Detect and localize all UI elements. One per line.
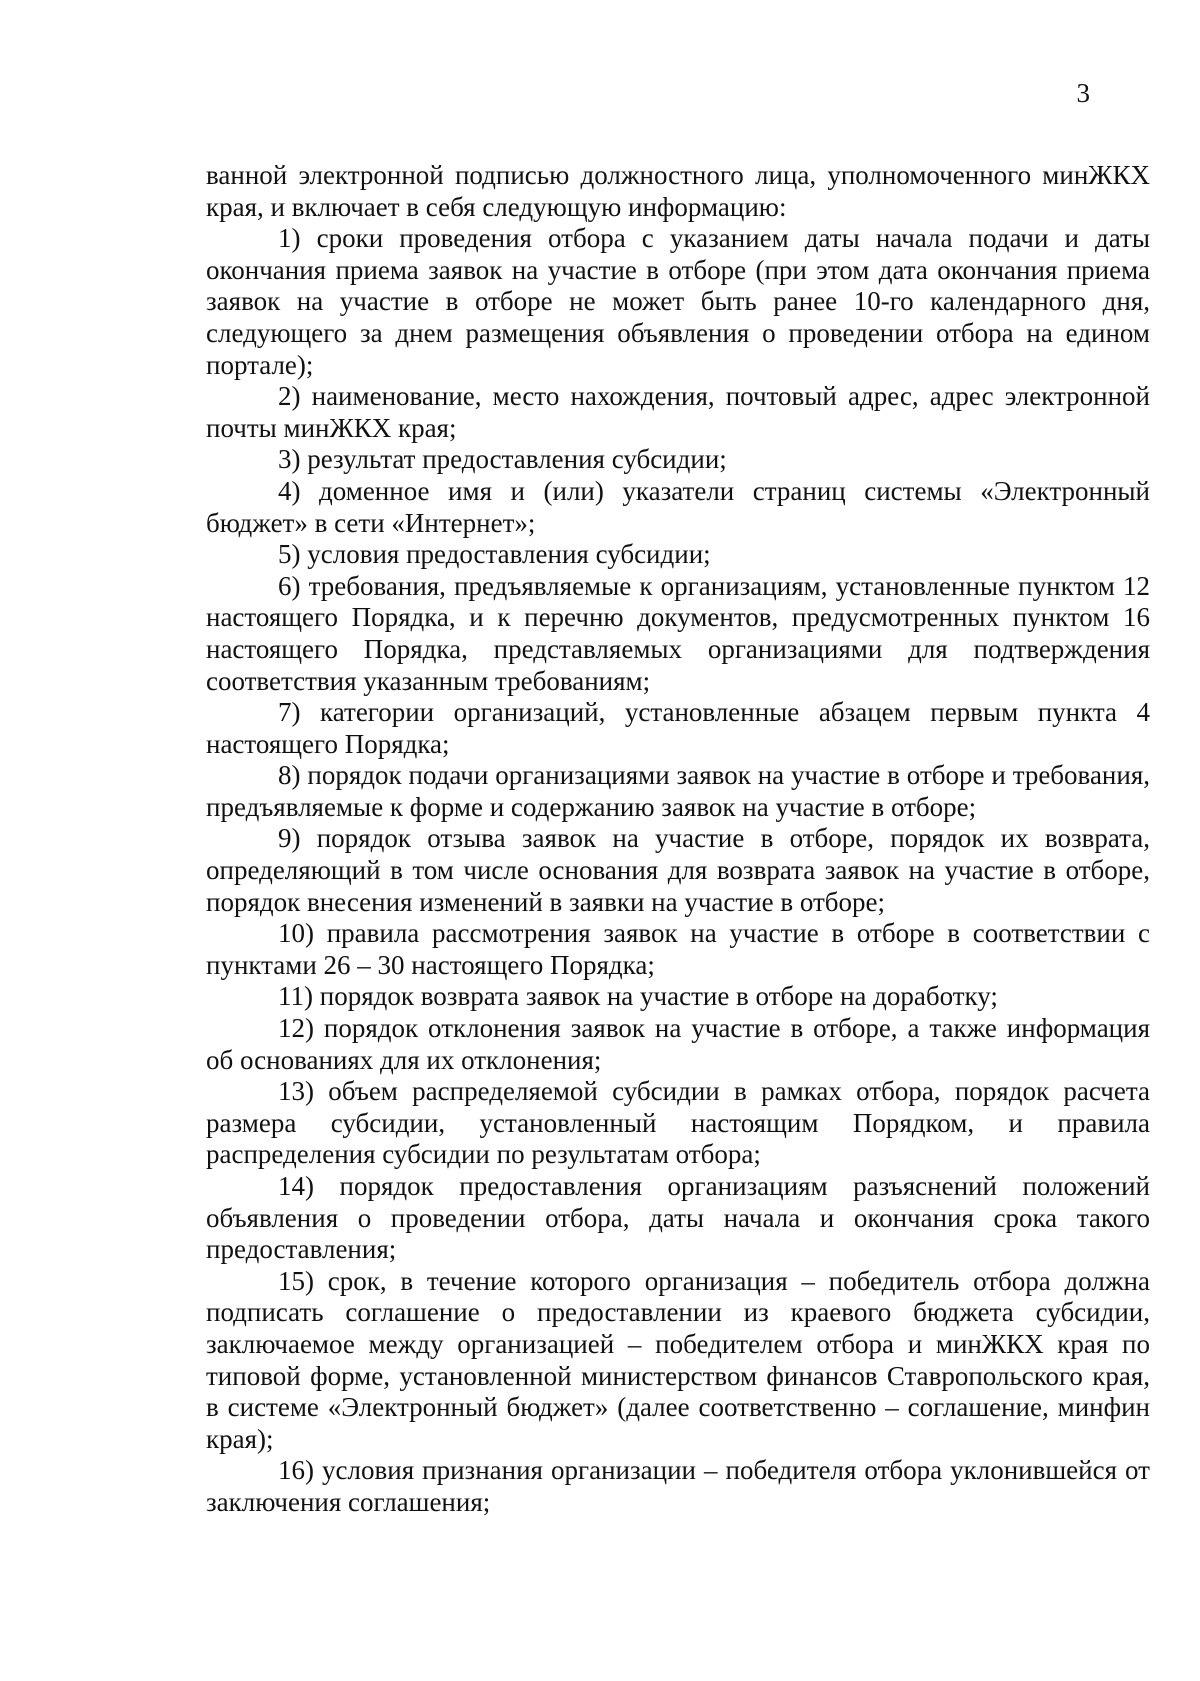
paragraph-continuation: ванной электронной подписью должностного лица, уполномоченного минЖКХ края, и включает в себя следующую информацию:: [206, 160, 1150, 222]
list-item-16: 16) условия признания организации – победителя отбора уклонившейся от заключения соглашения;: [206, 1455, 1150, 1517]
list-item-4: 4) доменное имя и (или) указатели страниц системы «Электронный бюджет» в сети «Интернет»;: [206, 475, 1150, 538]
list-item-9: 9) порядок отзыва заявок на участие в отборе, порядок их возврата, определяющий в том числе основания для возврата заявок на участие в отборе, порядок внесения изменений в заявки на участие в отборе;: [206, 823, 1150, 917]
list-item-7: 7) категории организаций, установленные абзацем первым пункта 4 настоящего Порядка;: [206, 697, 1150, 759]
list-item-3: 3) результат предоставления субсидии;: [278, 444, 727, 475]
list-item-5: 5) условия предоставления субсидии;: [278, 539, 711, 570]
list-item-15: 15) срок, в течение которого организация – победитель отбора должна подписать соглашение о предоставлении из краевого бюджета субсидии, заключаемое между организацией – победителем отбора и минЖКХ края по типовой форме, установленной министерством финансов Ставропольского края, в системе «Электронный бюджет» (далее соответственно – соглашение, минфин края);: [206, 1265, 1150, 1454]
list-item-12: 12) порядок отклонения заявок на участие в отборе, а также информация об основаниях для их отклонения;: [206, 1013, 1150, 1075]
document-body: [206, 160, 1150, 1519]
list-item-2: 2) наименование, место нахождения, почтовый адрес, адрес электронной почты минЖКХ края;: [206, 381, 1150, 443]
list-item-8: 8) порядок подачи организациями заявок на участие в отборе и требования, предъявляемые к форме и содержанию заявок на участие в отборе;: [206, 760, 1150, 822]
list-item-14: 14) порядок предоставления организациям разъяснений положений объявления о проведении отбора, даты начала и окончания срока такого предоставления;: [206, 1171, 1150, 1265]
list-item-1: 1) сроки проведения отбора с указанием даты начала подачи и даты окончания приема заявок на участие в отборе (при этом дата окончания приема заявок на участие в отборе не может быть ранее 10-го календарного дня, следующего за днем размещения объявления о проведении отбора на едином портале);: [206, 223, 1150, 380]
list-item-13: 13) объем распределяемой субсидии в рамках отбора, порядок расчета размера субсидии, установленный настоящим Порядком, и правила распределения субсидии по результатам отбора;: [206, 1076, 1150, 1170]
list-item-10: 10) правила рассмотрения заявок на участие в отборе в соответствии с пунктами 26 – 30 настоящего Порядка;: [206, 918, 1150, 980]
page-number: 3: [1076, 78, 1090, 108]
list-item-11: 11) порядок возврата заявок на участие в отборе на доработку;: [278, 981, 998, 1012]
list-item-6: 6) требования, предъявляемые к организациям, установленные пунктом 12 настоящего Порядка, и к перечню документов, предусмотренных пунктом 16 настоящего Порядка, представляемых организациями для подтверждения соответствия указанным требованиям;: [206, 570, 1150, 696]
